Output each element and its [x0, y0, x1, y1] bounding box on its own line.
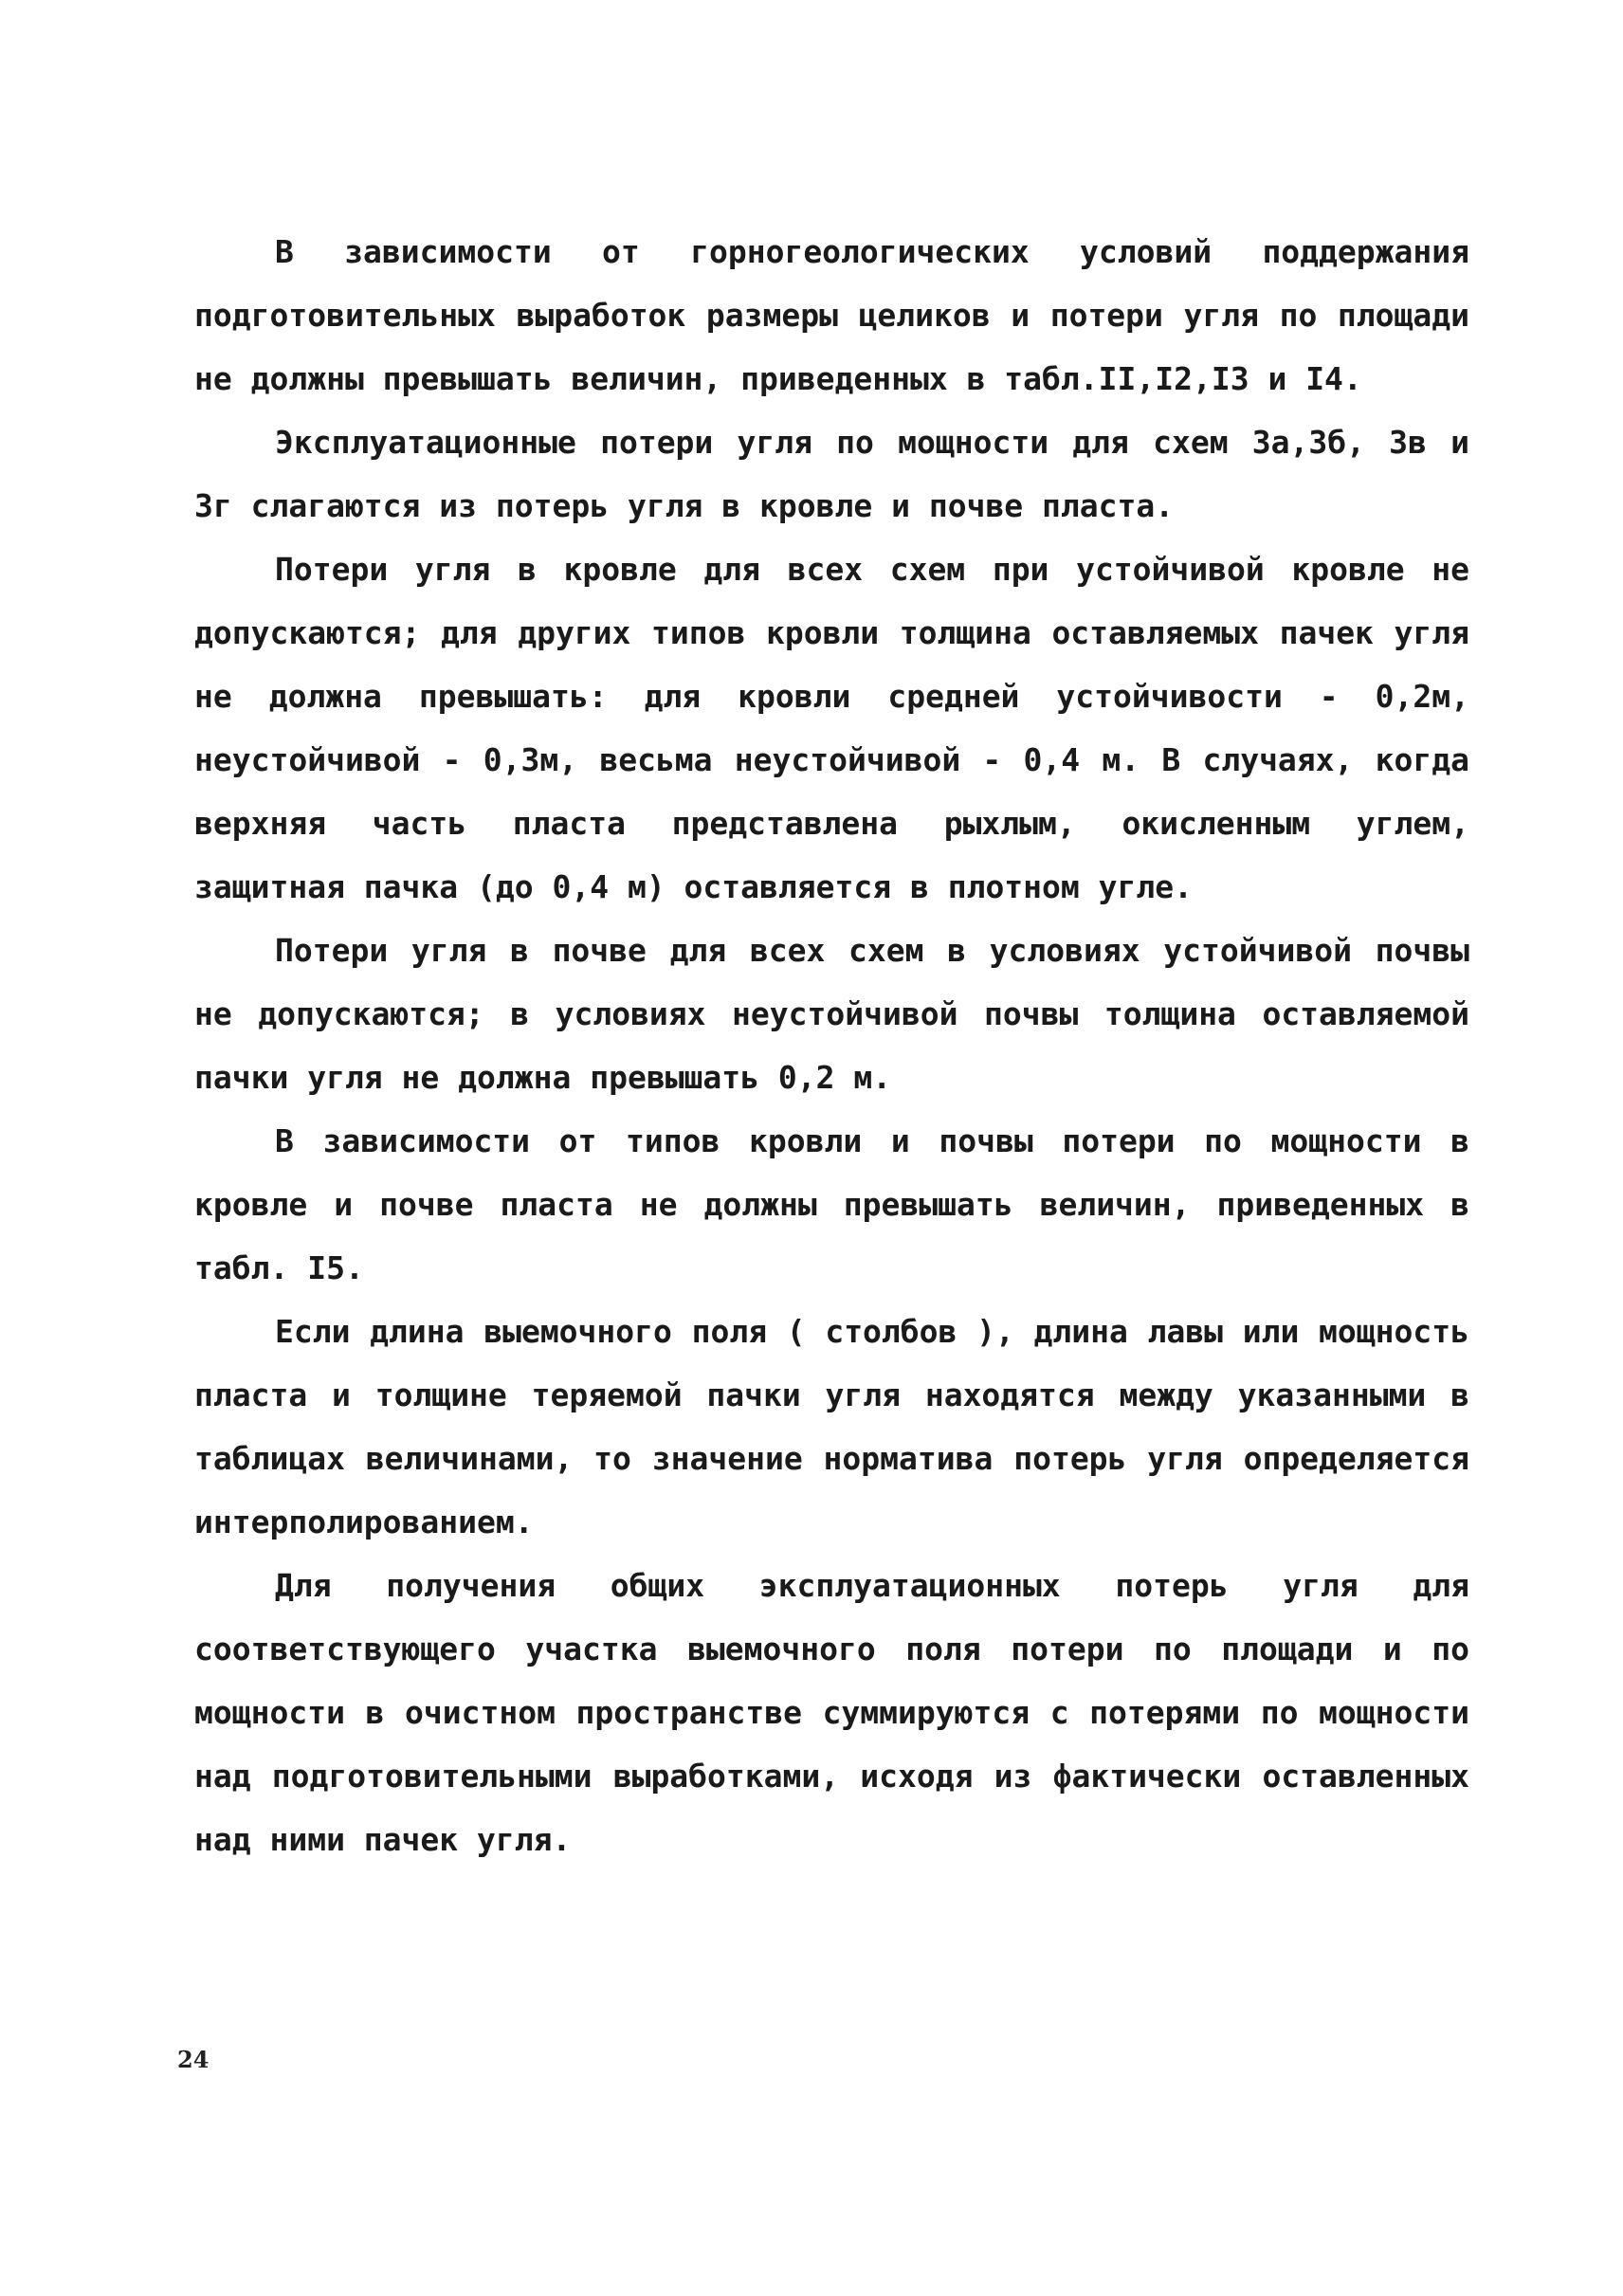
paragraph-1: В зависимости от горногеологических условий поддержания подготовительных выработок размеры целиков и потери угля по площади не должны превышать величин, приведенных в табл.II,I2,I3 и I4. — [194, 233, 1469, 397]
page-number: 24 — [177, 2046, 210, 2073]
paragraph-5: В зависимости от типов кровли и почвы потери по мощности в кровле и почве пласта не должны превышать величин, приведенных в табл. I5. — [194, 1122, 1469, 1286]
paragraph-3: Потери угля в кровле для всех схем при устойчивой кровле не допускаются; для других типов кровли толщина оставляемых пачек угля не должна превышать: для кровли средней устойчивости - 0,2м, неустойчивой - 0,3м, весьма неустойчивой - 0,4 м. В случаях, когда верхняя часть пласта представлена рыхлым, окисленным углем, защитная пачка (до 0,4 м) оставляется в плотном угле. — [194, 551, 1469, 905]
paragraph-6: Если длина выемочного поля ( столбов ), длина лавы или мощность пласта и толщине теряемой пачки угля находятся между указанными в таблицах величинами, то значение норматива потерь угля определяется интерполированием. — [194, 1313, 1469, 1540]
paragraph-7: Для получения общих эксплуатационных потерь угля для соответствующего участка выемочного поля потери по площади и по мощности в очистном пространстве суммируются с потерями по мощности над подготовительными выработками, исходя из фактически оставленных над ними пачек угля. — [194, 1567, 1469, 1858]
paragraph-4: Потери угля в почве для всех схем в условиях устойчивой почвы не допускаются; в условиях неустойчивой почвы толщина оставляемой пачки угля не должна превышать 0,2 м. — [194, 932, 1469, 1096]
body-text — [194, 220, 1469, 1871]
paragraph-2: Эксплуатационные потери угля по мощности для схем 3а,3б, 3в и 3г слагаются из потерь угля в кровле и почве пласта. — [194, 424, 1469, 524]
